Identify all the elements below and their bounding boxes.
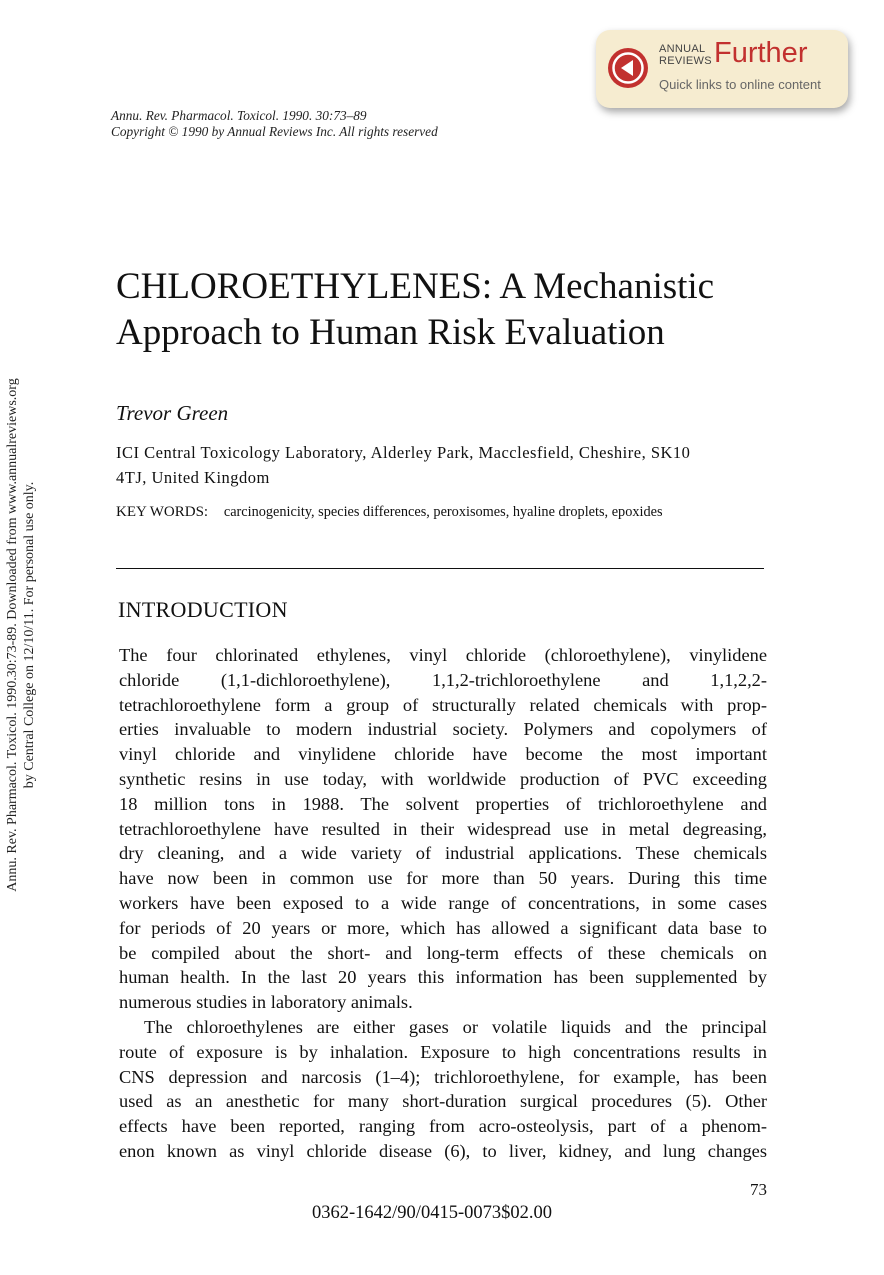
badge-tagline: Quick links to online content bbox=[659, 77, 821, 92]
body-line: The four chlorinated ethylenes, vinyl chloride (chloroethylene), vinylidene bbox=[119, 645, 767, 665]
badge-further-label: Further bbox=[714, 37, 808, 69]
body-line: vinyl chloride and vinylidene chloride have become the most important bbox=[119, 744, 767, 765]
affiliation-line1: ICI Central Toxicology Laboratory, Alderley Park, Macclesfield, Cheshire, SK10 bbox=[116, 443, 691, 462]
play-back-icon bbox=[607, 47, 649, 89]
title-line2: Approach to Human Risk Evaluation bbox=[116, 312, 665, 353]
body-line: human health. In the last 20 years this information has been supplemented by bbox=[119, 967, 767, 988]
body-line: dry cleaning, and a wide variety of industrial applications. These chemicals bbox=[119, 843, 767, 864]
section-heading: INTRODUCTION bbox=[118, 597, 288, 622]
download-notice-line2: by Central College on 12/10/11. For personal use only. bbox=[22, 481, 37, 789]
body-line: have now been in common use for more than 50 years. During this time bbox=[119, 868, 767, 889]
body-line: tetrachloroethylene form a group of structurally related chemicals with prop- bbox=[119, 694, 767, 715]
author-name: Trevor Green bbox=[116, 401, 229, 425]
body-line: workers have been exposed to a wide range of concentrations, in some cases bbox=[119, 892, 767, 913]
section-divider bbox=[116, 568, 764, 569]
further-badge[interactable] bbox=[596, 30, 848, 108]
body-line: erties invaluable to modern industrial society. Polymers and copolymers of bbox=[119, 719, 767, 740]
copyright-line: Copyright © 1990 by Annual Reviews Inc. All rights reserved bbox=[111, 124, 438, 139]
badge-brand-line2: REVIEWS bbox=[659, 55, 712, 67]
body-line: tetrachloroethylene have resulted in their widespread use in metal degreasing, bbox=[119, 818, 767, 839]
keywords-list: carcinogenicity, species differences, peroxisomes, hyaline droplets, epoxides bbox=[223, 504, 663, 520]
keywords-label: KEY WORDS: bbox=[116, 504, 209, 520]
body-line: be compiled about the short- and long-term effects of these chemicals on bbox=[119, 942, 767, 963]
body-line: for periods of 20 years or more, which has allowed a significant data base to bbox=[119, 917, 767, 938]
download-notice-line1: Annu. Rev. Pharmacol. Toxicol. 1990.30:73-89. Downloaded from www.annualreviews.org bbox=[5, 378, 20, 892]
body-line: synthetic resins in use today, with worldwide production of PVC exceeding bbox=[119, 768, 767, 789]
author-affiliation bbox=[116, 440, 766, 490]
introduction-body bbox=[119, 643, 767, 1164]
download-notice bbox=[4, 325, 38, 945]
body-line: CNS depression and narcosis (1–4); trichloroethylene, for example, has been bbox=[119, 1066, 767, 1087]
badge-brand-line1: ANNUAL bbox=[659, 43, 706, 55]
journal-citation bbox=[111, 108, 438, 140]
affiliation-line2: 4TJ, United Kingdom bbox=[116, 468, 270, 487]
price-code: 0362-1642/90/0415-0073$02.00 bbox=[312, 1203, 552, 1223]
body-line: chloride (1,1-dichloroethylene), 1,1,2-trichloroethylene and 1,1,2,2- bbox=[119, 669, 767, 690]
body-line: route of exposure is by inhalation. Exposure to high concentrations results in bbox=[119, 1041, 767, 1062]
body-line: 18 million tons in 1988. The solvent properties of trichloroethylene and bbox=[119, 793, 767, 814]
body-line: numerous studies in laboratory animals. bbox=[119, 992, 413, 1013]
title-line1: CHLOROETHYLENES: A Mechanistic bbox=[116, 266, 715, 307]
body-line: enon known as vinyl chloride disease (6), to liver, kidney, and lung changes bbox=[119, 1140, 767, 1161]
badge-brand bbox=[659, 43, 712, 67]
keywords bbox=[116, 504, 776, 521]
body-line: The chloroethylenes are either gases or volatile liquids and the principal bbox=[144, 1016, 767, 1037]
article-title bbox=[116, 264, 714, 356]
citation-line: Annu. Rev. Pharmacol. Toxicol. 1990. 30:73–89 bbox=[111, 108, 367, 123]
body-line: used as an anesthetic for many short-duration surgical procedures (5). Other bbox=[119, 1091, 767, 1112]
body-line: effects have been reported, ranging from acro-osteolysis, part of a phenom- bbox=[119, 1116, 767, 1137]
page-number: 73 bbox=[750, 1180, 767, 1199]
